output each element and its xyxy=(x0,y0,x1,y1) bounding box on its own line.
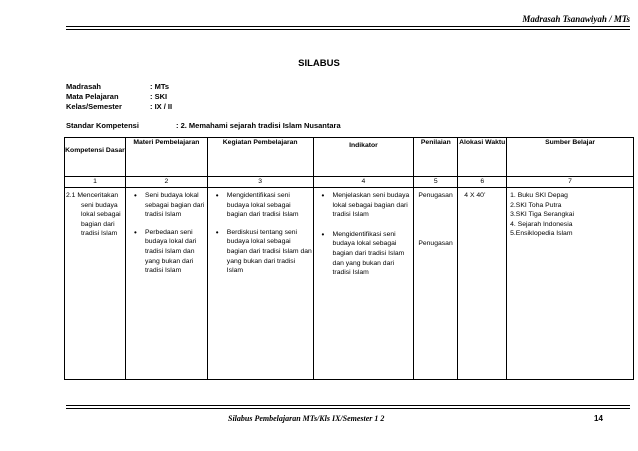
meta-label: Madrasah xyxy=(66,82,102,91)
col-number: 3 xyxy=(207,177,313,188)
col-header-sumber: Sumber Belajar xyxy=(507,138,634,177)
sumber-item: 5.Ensiklopedia Islam xyxy=(510,230,573,238)
cell-kegiatan xyxy=(207,188,313,380)
cell-indikator xyxy=(313,188,414,380)
col-header-kompetensi: Kompetensi Dasar xyxy=(65,138,126,177)
col-header-kegiatan: Kegiatan Pembelajaran xyxy=(207,138,313,177)
meta-value: : IX / II xyxy=(150,102,173,111)
header-rule-thin xyxy=(66,29,630,30)
table-number-row xyxy=(65,177,634,188)
meta-value: : MTs xyxy=(150,82,170,91)
cell-penilaian xyxy=(414,188,458,380)
standar-label: Standar Kompetensi xyxy=(66,121,139,130)
sumber-item: 1. Buku SKI Depag xyxy=(510,192,568,199)
table-header-row xyxy=(65,138,634,177)
standar-kompetensi xyxy=(66,121,341,130)
meta-row-mapel xyxy=(66,92,172,102)
col-number: 1 xyxy=(65,177,126,188)
table-row xyxy=(65,188,634,380)
sumber-item: 2.SKI Toha Putra xyxy=(510,201,562,209)
kd-number: 2.1 xyxy=(66,192,76,199)
meta-value: : SKI xyxy=(150,92,168,101)
col-number: 6 xyxy=(458,177,507,188)
silabus-table xyxy=(64,137,634,380)
materi-item: • Seni budaya lokal sebagai bagian dari tradisi Islam xyxy=(126,191,207,220)
footer-rule xyxy=(66,405,630,406)
footer-text: Silabus Pembelajaran MTs/Kls IX/Semester 1 2 xyxy=(228,414,385,423)
meta-label: Mata Pelajaran xyxy=(66,92,119,101)
page-number: 14 xyxy=(594,414,603,423)
penilaian-item: Penugasan xyxy=(418,239,453,247)
meta-block xyxy=(66,82,172,112)
col-number: 5 xyxy=(414,177,458,188)
penilaian-item: Penugasan xyxy=(418,192,453,199)
sumber-item: 4. Sejarah Indonesia xyxy=(510,220,573,228)
col-header-alokasi: Alokasi Waktu xyxy=(458,138,507,177)
col-header-penilaian: Penilaian xyxy=(414,138,458,177)
page-title: SILABUS xyxy=(298,58,340,69)
meta-label: Kelas/Semester xyxy=(66,102,122,111)
meta-row-madrasah xyxy=(66,82,172,92)
standar-value: : 2. Memahami sejarah tradisi Islam Nusantara xyxy=(176,121,341,130)
kegiatan-item: • Mengidentifikasi seni budaya lokal sebagai bagian dari tradisi Islam xyxy=(208,191,313,220)
footer-rule-thin xyxy=(66,408,630,409)
cell-sumber xyxy=(507,188,634,380)
kegiatan-item: • Berdiskusi tentang seni budaya lokal sebagai bagian dari tradisi Islam dan yang bukan dari tradisi Islam xyxy=(208,228,313,276)
col-header-materi: Materi Pembelajaran xyxy=(125,138,207,177)
cell-kompetensi-dasar xyxy=(65,188,126,380)
col-number: 7 xyxy=(507,177,634,188)
col-number: 2 xyxy=(125,177,207,188)
sumber-item: 3.SKI Tiga Serangkai xyxy=(510,211,574,219)
header-rule xyxy=(66,26,630,27)
col-header-indikator: Indikator xyxy=(313,138,414,177)
indikator-item: • Menjelaskan seni budaya lokal sebagai bagian dari tradisi Islam xyxy=(314,191,414,220)
meta-row-kelas xyxy=(66,102,172,112)
kd-text: Menceritakan seni budaya lokal sebagai bagian dari tradisi Islam xyxy=(77,192,121,238)
col-number: 4 xyxy=(313,177,414,188)
indikator-item: • Mengidentifikasi seni budaya lokal sebagai bagian dari tradisi Islam dan yang bukan dari tradisi Islam xyxy=(314,230,414,278)
materi-item: • Perbedaan seni budaya lokal dari tradisi Islam dan yang bukan dari tradisi Islam xyxy=(126,228,207,276)
alokasi-value: 4 X 40’ xyxy=(464,192,486,199)
cell-alokasi xyxy=(458,188,507,380)
running-header: Madrasah Tsanawiyah / MTs xyxy=(522,14,630,24)
cell-materi xyxy=(125,188,207,380)
